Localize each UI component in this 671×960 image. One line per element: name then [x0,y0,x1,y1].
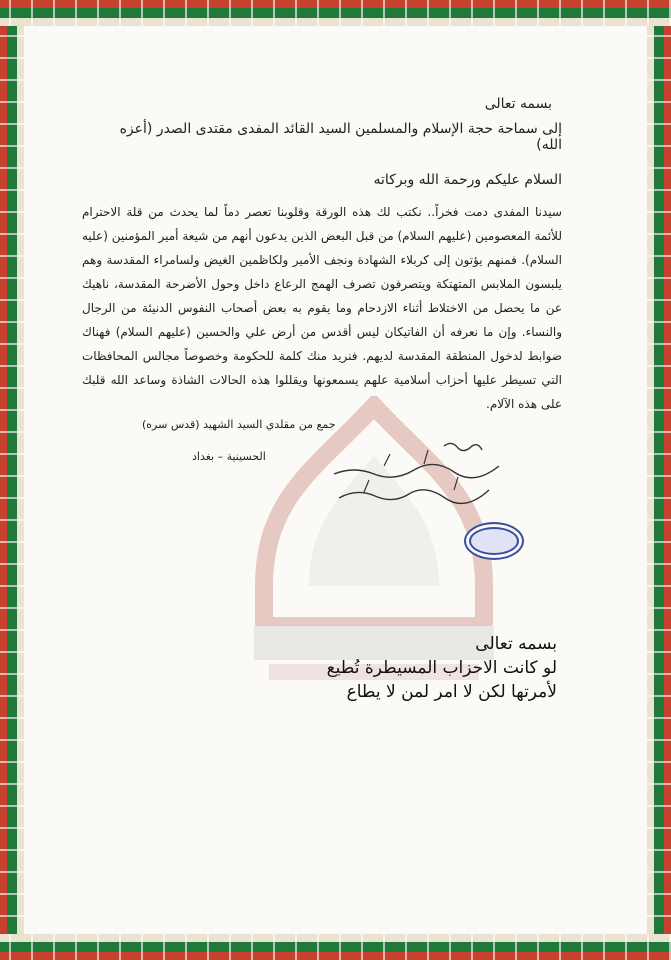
handwritten-reply [324,436,509,531]
decorative-border-top [0,0,671,26]
letter-page [24,26,647,934]
letter-greeting: السلام عليكم ورحمة الله وبركاته [373,172,562,188]
decorative-border-bottom [0,934,671,960]
typed-reply-line1: بسمه تعالى [475,634,557,654]
letter-basmala: بسمه تعالى [484,96,552,112]
typed-reply [137,632,557,704]
signature-stamp [464,522,524,560]
decorative-border-left [0,26,24,934]
typed-reply-line3: لأمرتها لكن لا امر لمن لا يطاع [346,682,557,702]
typed-reply-line2: لو كانت الاحزاب المسيطرة تُطيع [326,658,557,678]
letter-addressee: إلى سماحة حجة الإسلام والمسلمين السيد القائد المفدى مقتدى الصدر (أعزه الله) [119,121,562,153]
signature-location: الحسينية – بغداد [192,450,266,463]
letter-body: سيدنا المفدى دمت فخراً.. نكتب لك هذه الورقة وقلوبنا تعصر دماً لما يحدث من قلة الاحترام للأئمة المعصومين (عليهم السلام) من قبل البعض الذين يدعون أنهم من شيعة أمير المؤمنين (عليه السلام). فمنهم يؤتون إلى كربلاء الشهادة ونجف الأمير ولكاظمين الغيض ولسامراء المقدسة وهم يلبسون الملابس المتهتكة ويتصرفون تصرف الهمج الرعاع داخل وحول الأضرحة المقدسة، ناهيك عن ما يحصل من الاختلاط أثناء الازدحام وما يقوم به بعض أصحاب النفوس الدنيئة من الرجال والنساء. وإن ما نعرفه أن الفاتيكان ليس أقدس من أرض علي والحسين (عليهم السلام) فهناك ضوابط لدخول المنطقة المقدسة لديهم. فنريد منك كلمة للحكومة وخصوصاً مجالس المحافظات التي تسيطر عليها أحزاب أسلامية علهم يسمعونها ويقللوا هذه الحالات الشاذة وساعد الله قلبك على هذه الآلام. [82,205,562,411]
decorative-border-right [647,26,671,934]
signature-senders: جمع من مقلدي السيد الشهيد (قدس سره) [142,418,336,431]
